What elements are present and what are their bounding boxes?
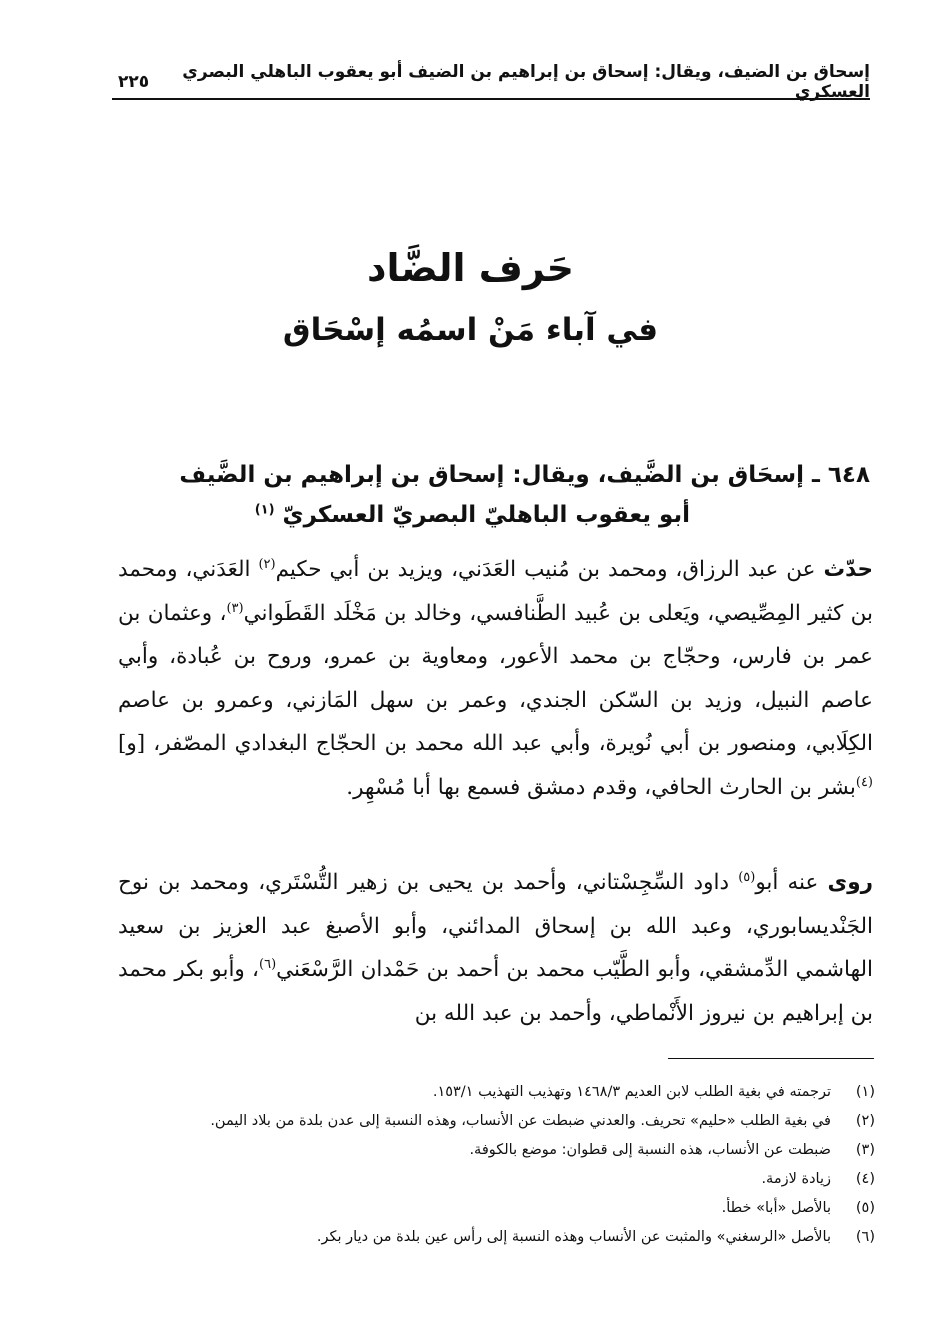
footnote-number: (٣) bbox=[855, 1142, 875, 1158]
section-title: حَرف الضَّاد bbox=[367, 246, 574, 290]
footnote-ref-3[interactable]: (٣) bbox=[226, 600, 244, 616]
entry-heading bbox=[150, 455, 870, 535]
footnote bbox=[118, 1107, 875, 1136]
footnote-number: (٤) bbox=[855, 1171, 875, 1187]
paragraph-lead-word: روى bbox=[827, 870, 873, 895]
footnote-text: زيادة لازمة. bbox=[761, 1171, 831, 1187]
running-title: إسحاق بن الضيف، ويقال: إسحاق بن إبراهيم بن الضيف أبو يعقوب الباهلي البصري العسكري bbox=[182, 62, 870, 102]
footnote bbox=[118, 1165, 875, 1194]
footnote-text: ترجمته في بغية الطلب لابن العديم ١٤٦٨/٣ وتهذيب التهذيب ١٥٣/١. bbox=[432, 1084, 831, 1100]
footnote bbox=[118, 1194, 875, 1223]
entry-heading-line2-wrap bbox=[150, 495, 870, 535]
footnote-ref-5[interactable]: (٥) bbox=[738, 869, 756, 885]
paragraph-text: العَدَني، ومحمد بن كثير المِصِّيصي، ويَعلى بن عُبيد الطَّنافسي، وخالد بن مَخْلَد القَطَواني bbox=[118, 557, 873, 626]
footnote-ref-2[interactable]: (٢) bbox=[258, 556, 276, 572]
footnote-ref-4[interactable]: (٤) bbox=[855, 774, 873, 790]
entry-heading-line1: ٦٤٨ ـ إسحَاق بن الضَّيف، ويقال: إسحاق بن إبراهيم بن الضَّيف bbox=[179, 462, 870, 488]
paragraph-lead-word: حدّث bbox=[823, 557, 873, 582]
footnote bbox=[118, 1136, 875, 1165]
paragraph-text: ، وأبو بكر محمد بن إبراهيم بن نيروز الأَنْماطي، وأحمد بن عبد الله بن bbox=[118, 957, 873, 1026]
footnote-text: بالأصل «أبا» خطأ. bbox=[721, 1200, 831, 1216]
footnote-number: (٥) bbox=[855, 1200, 875, 1216]
footnote-number: (١) bbox=[855, 1084, 875, 1100]
paragraph-narrated-by bbox=[118, 861, 873, 1035]
section-subtitle: في آباء مَنْ اسمُه إسْحَاق bbox=[282, 312, 659, 348]
paragraph-narrated-from bbox=[118, 548, 873, 809]
footnote-text: بالأصل «الرسغني» والمثبت عن الأنساب وهذه النسبة إلى رأس عين بلدة من ديار بكر. bbox=[316, 1229, 831, 1245]
footnote-number: (٦) bbox=[855, 1229, 875, 1245]
footnote-ref-6[interactable]: (٦) bbox=[259, 956, 277, 972]
page-number: ٢٢٥ bbox=[118, 72, 150, 92]
paragraph-text: عن عبد الرزاق، ومحمد بن مُنيب العَدَني، ويزيد بن أبي حكيم bbox=[275, 557, 816, 582]
paragraph-text: ، وعثمان بن عمر بن فارس، وحجّاج بن محمد الأعور، ومعاوية بن عمرو، وروح بن عُبادة، وأبي عاصم النبيل، وزيد بن السّكن الجندي، وعمر بن سهل المَازني، وعمرو بن عاصم الكِلَابي، ومنصور بن أبي نُويرة، وأبي عبد الله محمد بن الحجّاج البغدادي المصّفر، [و] bbox=[118, 600, 873, 756]
paragraph-text: داود السِّجِسْتاني، وأحمد بن يحيى بن زهير التُّسْتَري، ومحمد بن نوح الجَنْديسابوري، وعبد الله بن إسحاق المدائني، وأبو الأصبغ عبد العزيز بن سعيد الهاشمي الدِّمشقي، وأبو الطَّيّب محمد بن أحمد بن حَمْدان الرَّسْعَني bbox=[118, 870, 874, 982]
paragraph-text: عنه أبو bbox=[755, 870, 819, 895]
paragraph-text: بشر بن الحارث الحافي، وقدم دمشق فسمع بها أبا مُسْهِر. bbox=[346, 774, 856, 800]
footnote-divider bbox=[668, 1058, 874, 1059]
footnote bbox=[118, 1078, 875, 1107]
footnote-text: ضبطت عن الأنساب، هذه النسبة إلى قطوان: موضع بالكوفة. bbox=[469, 1142, 831, 1158]
footnote-text: في بغية الطلب «حليم» تحريف. والعدني ضبطت عن الأنساب، وهذه النسبة إلى عدن بلدة من بلاد اليمن. bbox=[210, 1113, 831, 1129]
footnote-ref-1[interactable]: (١) bbox=[254, 502, 275, 518]
footnote-number: (٢) bbox=[855, 1113, 875, 1129]
footnotes bbox=[118, 1078, 875, 1252]
running-header bbox=[112, 62, 870, 102]
footnote bbox=[118, 1223, 875, 1252]
entry-heading-line2: أبو يعقوب الباهليّ البصريّ العسكريّ bbox=[282, 502, 690, 528]
